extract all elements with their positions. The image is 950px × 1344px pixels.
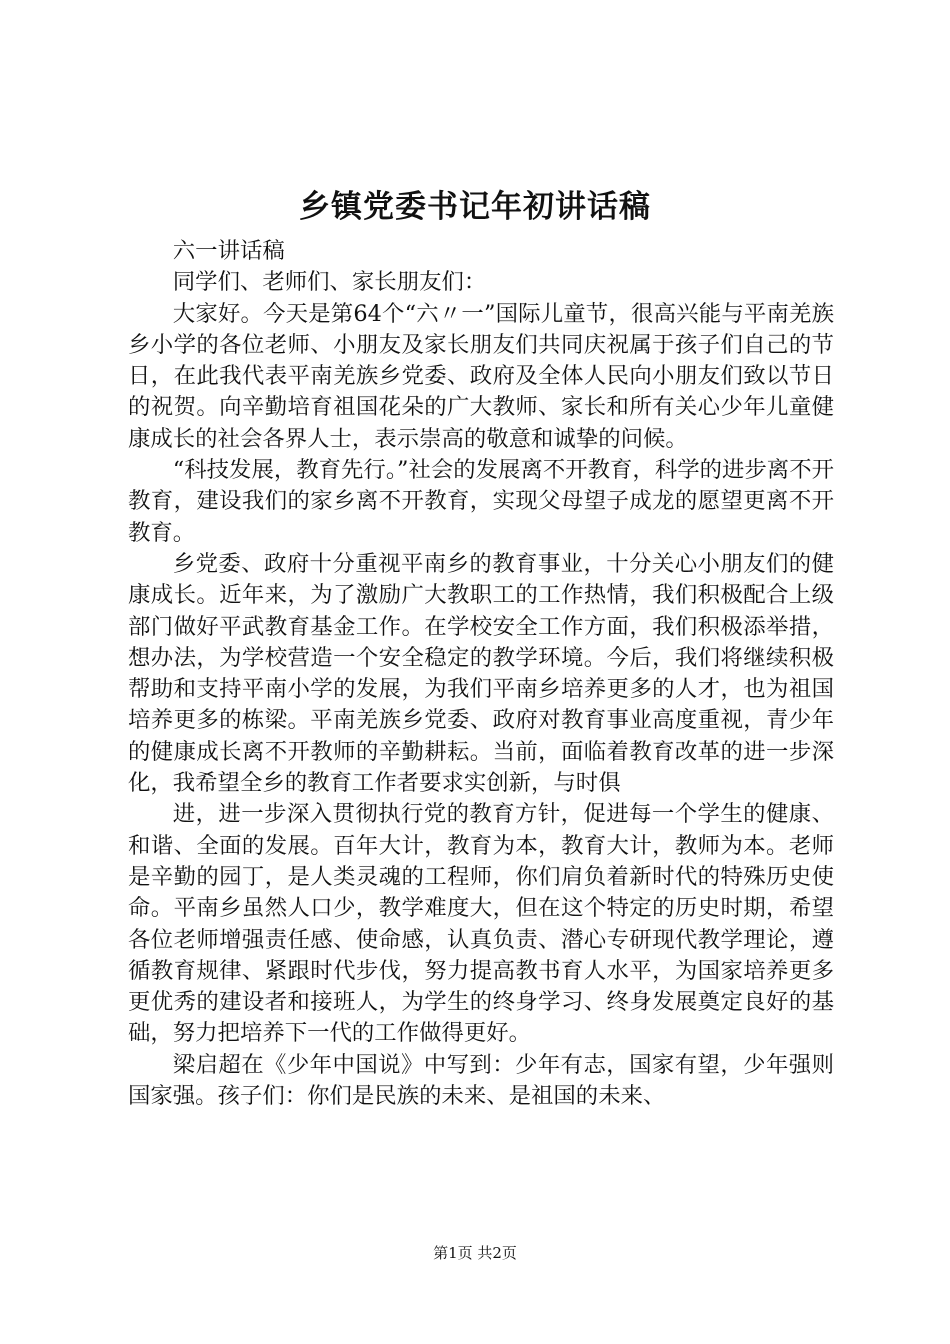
paragraph: “科技发展，教育先行。”社会的发展离不开教育，科学的进步离不开教育，建设我们的家乡离不开教育，实现父母望子成龙的愿望更离不开教育。 xyxy=(128,457,834,546)
paragraph: 同学们、老师们、家长朋友们： xyxy=(172,269,487,296)
paragraph: 进，进一步深入贯彻执行党的教育方针，促进每一个学生的健康、和谐、全面的发展。百年大计，教育为本，教育大计，教师为本。老师是辛勤的园丁，是人类灵魂的工程师，你们肩负着新时代的特殊历史使命。平南乡虽然人口少，教学难度大，但在这个特定的历史时期，希望各位老师增强责任感、使命感，认真负责、潜心专研现代教学理论，遵循教育规律、紧跟时代步伐，努力提高教书育人水平，为国家培养更多更优秀的建设者和接班人，为学生的终身学习、终身发展奠定良好的基础，努力把培养下一代的工作做得更好。 xyxy=(128,801,834,1047)
paragraph: 六一讲话稿 xyxy=(172,238,285,264)
paragraph: 大家好。今天是第64个“六〃一”国际儿童节，很高兴能与平南羌族乡小学的各位老师、小朋友及家长朋友们共同庆祝属于孩子们自己的节日，在此我代表平南羌族乡党委、政府及全体人民向小朋友们致以节日的祝贺。向辛勤培育祖国花朵的广大教师、家长和所有关心少年儿童健康成长的社会各界人士，表示崇高的敬意和诚挚的问候。 xyxy=(128,300,834,452)
document-title: 乡镇党委书记年初讲话稿 xyxy=(299,189,651,225)
document-body xyxy=(128,236,834,1112)
paragraph: 梁启超在《少年中国说》中写到：少年有志，国家有望，少年强则国家强。孩子们：你们是民族的未来、是祖国的未来、 xyxy=(128,1051,834,1110)
paragraph: 乡党委、政府十分重视平南乡的教育事业，十分关心小朋友们的健康成长。近年来，为了激励广大教职工的工作热情，我们积极配合上级部门做好平武教育基金工作。在学校安全工作方面，我们积极添举措，想办法，为学校营造一个安全稳定的教学环境。今后，我们将继续积极帮助和支持平南小学的发展，为我们平南乡培养更多的人才，也为祖国培养更多的栋梁。平南羌族乡党委、政府对教育事业高度重视，青少年的健康成长离不开教师的辛勤耕耘。当前，面临着教育改革的进一步深化，我希望全乡的教育工作者要求实创新，与时俱 xyxy=(128,550,834,797)
page-footer: 第1页 共2页 xyxy=(433,1244,517,1262)
